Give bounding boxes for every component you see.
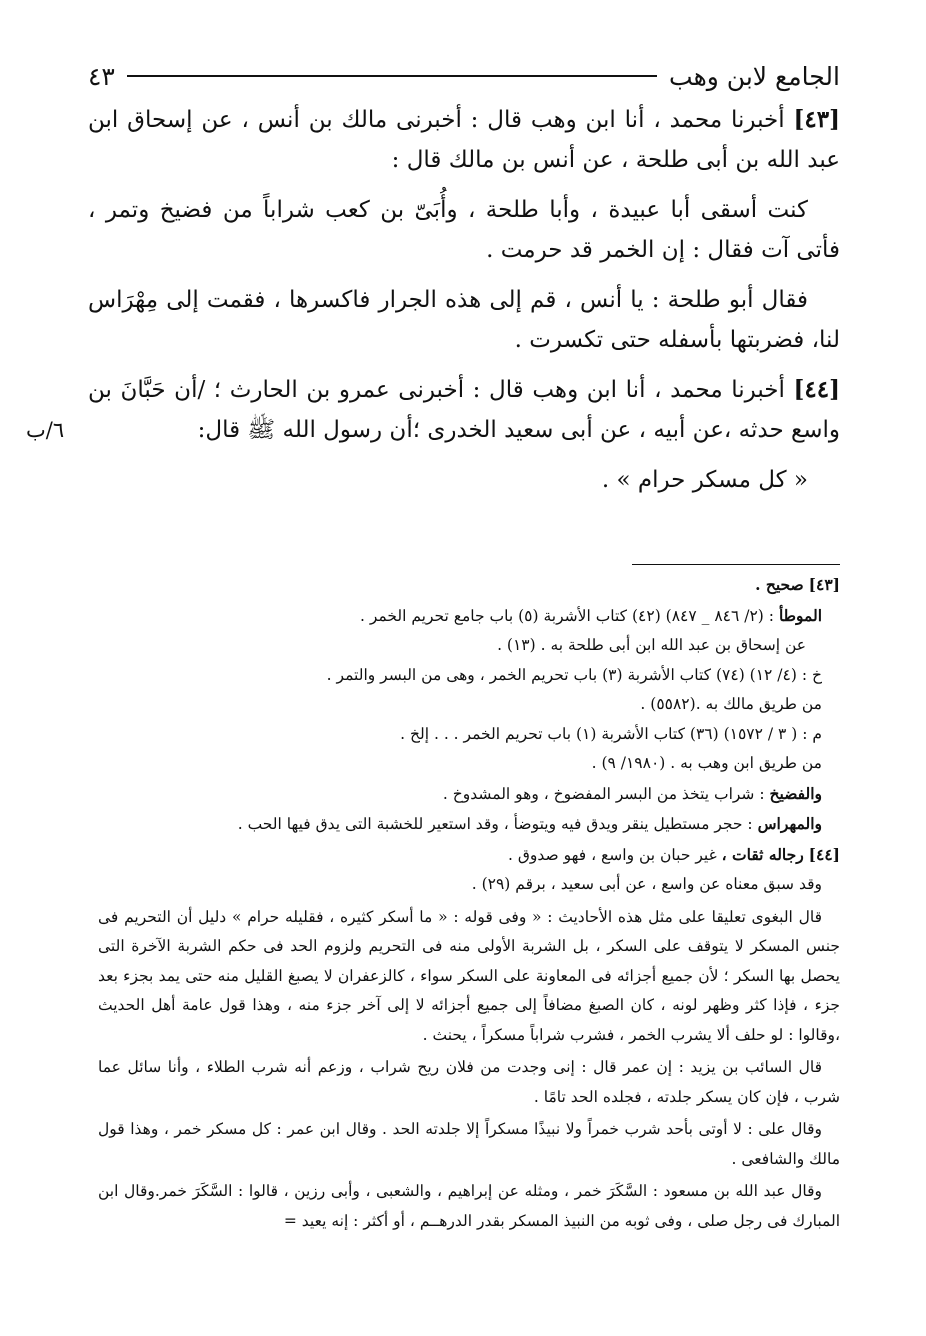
hadith-43-paragraph-2: فقال أبو طلحة : يا أنس ، قم إلى هذه الجرار فاكسرها ، فقمت إلى مِهْرَاس لنا، فضربتها بأسفله حتى تكسرت . xyxy=(88,287,840,353)
note-43-label: [٤٣] xyxy=(808,575,840,594)
note-43-heading xyxy=(98,570,840,601)
page-number: ٤٣ xyxy=(88,61,115,91)
note-44-rest: غير حبان بن واسع ، فهو صدوق . xyxy=(508,845,717,864)
note-ibn-masud: وقال عبد الله بن مسعود : السَّكَرَ خمر ، ومثله عن إبراهيم ، والشعبى ، وأبى رزين ، قالوا : السَّكَرَ خمر.وقال ابن المبارك فى رجل صلى ، وفى ثوبه من النبيذ المسكر بقدر الدرهــم ، أو أكثر : إنه يعيد = xyxy=(98,1182,840,1230)
note-baghawi: قال البغوى تعليقا على مثل هذه الأحاديث : « وفى قوله : « ما أسكر كثيره ، فقليله حرام » دليل أن التحريم فى جنس المسكر لا يتوقف على السكر ، بل الشربة الأولى منه فى التحريم ولزوم الحد فى حكم الشربة الآخرة التى يحصل بها السكر ؛ لأن جميع أجزائه فى المعاونة على السكر سواء ، كالزعفران لا يصبغ القليل منه حتى يمد بجزء بعد جزء ، فإذا كثر وظهر لونه ، كان الصبغ مضافاً إلى جميع أجزائه لا إلى آخر جزء منه ، وهذا قول عامة أهل الحديث ،وقالوا : لو حلف ألا يشرب الخمر ، فشرب شراباً مسكراً ، يحنث . xyxy=(98,907,840,1044)
note-muslim: م : ( ٣ / ١٥٧٢) (٣٦) كتاب الأشربة (١) باب تحريم الخمر . . . إلخ . xyxy=(400,724,822,743)
header-rule xyxy=(127,75,657,77)
note-44-label: [٤٤] xyxy=(808,844,840,864)
note-mihras xyxy=(98,809,840,840)
note-44-line-2: وقد سبق معناه عن واسع ، عن أبى سعيد ، برقم (٢٩) . xyxy=(471,875,822,893)
hadith-number-43: [٤٣] xyxy=(793,106,840,133)
note-muslim-line-2: من طريق ابن وهب به . (١٩٨٠/ ٩) . xyxy=(591,754,822,772)
hadith-number-44: [٤٤] xyxy=(793,376,841,403)
note-muwatta xyxy=(98,601,840,632)
hadith-43-paragraph-1: كنت أسقى أبا عبيدة ، وأبا طلحة ، وأُبَىّ بن كعب شراباً من فضيخ وتمر ، فأتى آت فقال : إن الخمر قد حرمت . xyxy=(88,197,840,263)
note-fadikh-text: : شراب يتخذ من البسر المفضوخ ، وهو المشدوخ . xyxy=(442,784,765,803)
margin-manuscript-folio: ٦/ب xyxy=(26,418,65,442)
running-title: الجامع لابن وهب xyxy=(669,61,840,91)
note-mihras-label: والمهراس xyxy=(757,814,822,833)
main-text xyxy=(88,100,840,510)
hadith-43-isnad xyxy=(88,100,840,180)
hadith-44 xyxy=(88,370,840,450)
note-44-grade: رجاله ثقات ، xyxy=(721,844,804,864)
hadith-44-text: أخبرنا محمد ، أنا ابن وهب قال : أخبرنى عمرو بن الحارث ؛ /أن حَبَّانَ بن واسع حدثه ،عن أبيه ، عن أبى سعيد الخدرى ؛أن رسول الله ﷺ قال: xyxy=(88,377,840,443)
footnotes xyxy=(98,570,840,1236)
note-ali: وقال على : لا أوتى بأحد شرب خمراً ولا نبيذًا مسكراً إلا جلدته الحد . وقال ابن عمر : كل مسكر خمر ، وهذا قول مالك والشافعى . xyxy=(98,1120,840,1168)
hadith-44-quote: « كل مسكر حرام » . xyxy=(601,467,808,493)
note-bukhari-line-2: من طريق مالك به .(٥٥٨٢) . xyxy=(640,695,822,713)
note-fadikh xyxy=(98,779,840,810)
note-mihras-text: : حجر مستطيل ينقر ويدق فيه ويتوضأ ، وقد استعير للخشبة التى يدق فيها الحب . xyxy=(237,815,753,833)
page-header xyxy=(88,56,840,96)
note-43-grade: صحيح . xyxy=(755,575,804,594)
note-muwatta-label: الموطأ xyxy=(778,605,822,625)
hadith-43-isnad-text: أخبرنا محمد ، أنا ابن وهب قال : أخبرنى مالك بن أنس ، عن إسحاق ابن عبد الله بن أبى طلحة ، عن أنس بن مالك قال : xyxy=(88,107,840,173)
footnote-separator xyxy=(632,564,840,565)
note-44-heading xyxy=(98,840,840,871)
note-fadikh-label: والفضيخ xyxy=(769,783,822,803)
note-saib: قال السائب بن يزيد : إن عمر قال : إنى وجدت من فلان ريح شراب ، وزعم أنه شرب الطلاء ، وأنا سائل عما شرب ، فإن كان يسكر جلدته ، فجلده الحد تامًا . xyxy=(98,1058,840,1106)
note-bukhari: خ : (٤/ ١٢) (٧٤) كتاب الأشربة (٣) باب تحريم الخمر ، وهى من البسر والتمر . xyxy=(326,665,822,684)
note-muwatta-text: : (٢/ ٨٤٦ _ ٨٤٧) (٤٢) كتاب الأشربة (٥) باب جامع تحريم الخمر . xyxy=(360,606,774,625)
note-muwatta-line-2: عن إسحاق بن عبد الله ابن أبى طلحة به . (١٣) . xyxy=(497,636,806,654)
